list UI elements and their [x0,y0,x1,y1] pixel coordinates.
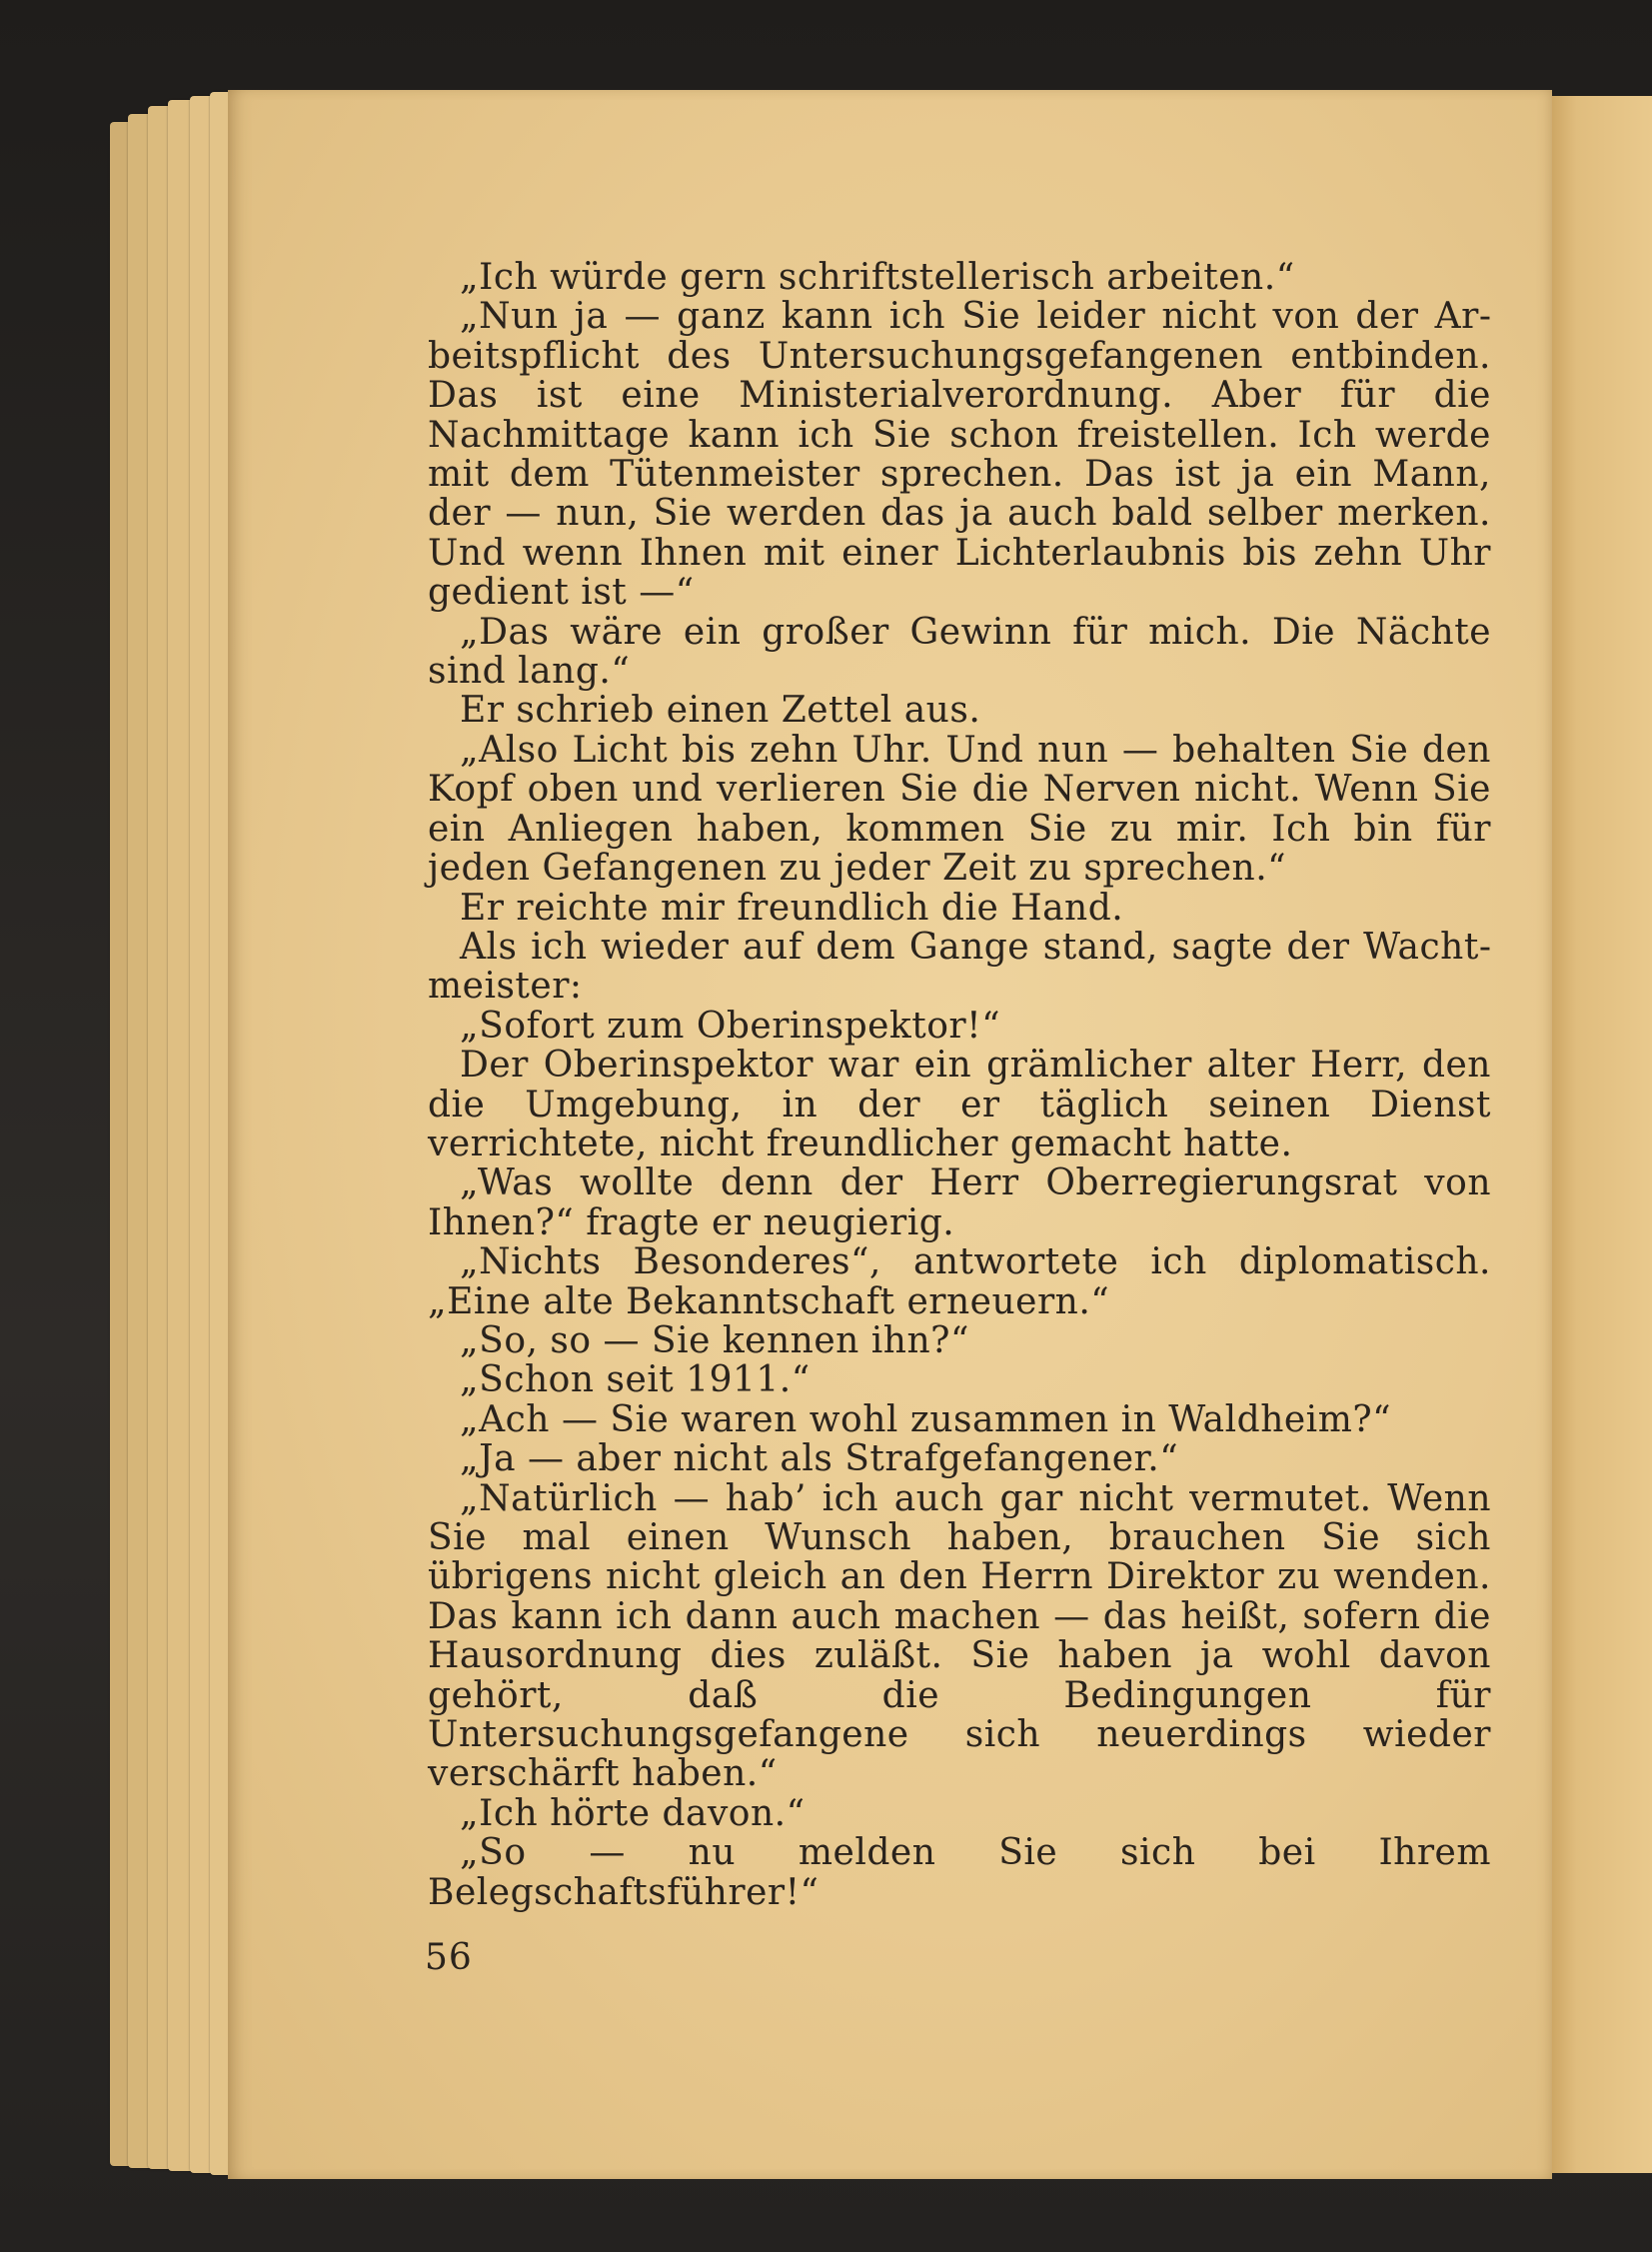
page-text [428,258,1491,1912]
page-number: 56 [425,1937,473,1978]
paragraph: Er reichte mir freundlich die Hand. [460,887,1124,929]
paragraph: „Schon seit 1911.“ [460,1359,811,1401]
paragraph: Er schrieb einen Zettel aus. [460,690,981,732]
paragraph: „Ich hörte davon.“ [460,1792,806,1834]
paragraph: „Was wollte denn der Herr Oberregierungsrat von Ihnen?“ fragte er neugierig. [428,1162,1491,1243]
paragraph: Als ich wieder auf dem Gange stand, sagte der Wachtmeister: [428,926,1491,1008]
paragraph: „Ach — Sie waren wohl zusammen in Waldheim?“ [460,1398,1392,1440]
paragraph: „Ja — aber nicht als Strafgefangener.“ [460,1438,1179,1480]
paragraph: „Also Licht bis zehn Uhr. Und nun — behalten Sie den Kopf oben und verlieren Sie die Nerven nicht. Wenn Sie ein Anliegen haben, kommen Sie zu mir. Ich bin für jeden Gefangenen zu jeder Zeit zu sprechen.“ [428,729,1491,890]
paragraph: „Nichts Besonderes“, antwortete ich diplomatisch. „Eine alte Bekanntschaft erneuern.“ [428,1241,1491,1322]
paragraph: „Nun ja — ganz kann ich Sie leider nicht von der Arbeitspflicht des Untersuchungsgefangenen entbinden. Das ist eine Ministerialverordnung. Aber für die Nachmittage kann ich Sie schon freistellen. Ich werde mit dem Tütenmeister sprechen. Das ist ja ein Mann, der — nun, Sie werden das ja auch bald selber merken. Und wenn Ihnen mit einer Lichterlaubnis bis zehn Uhr gedient ist —“ [428,296,1491,614]
paragraph: „So — nu melden Sie sich bei Ihrem Belegschaftsführer!“ [428,1832,1491,1913]
book-fold [1544,96,1652,2173]
paragraph: „Natürlich — hab’ ich auch gar nicht vermutet. Wenn Sie mal einen Wunsch haben, brauchen Sie sich übrigens nicht gleich an den Herrn Direktor zu wenden. Das kann ich dann auch machen — das heißt, sofern die Hausordnung dies zuläßt. Sie haben ja wohl davon gehört, daß die Bedingungen für Untersuchungsgefangene sich neuerdings wieder verschärft haben.“ [428,1477,1491,1795]
paragraph: Der Oberinspektor war ein grämlicher alter Herr, den die Umgebung, in der er täglich seinen Dienst verrichtete, nicht freundlicher gemacht hatte. [428,1045,1491,1164]
paragraph: „Das wäre ein großer Gewinn für mich. Die Nächte sind lang.“ [428,611,1491,693]
paragraph: „Ich würde gern schriftstellerisch arbeiten.“ [460,257,1295,298]
paragraph: „So, so — Sie kennen ihn?“ [460,1319,969,1361]
paragraph: „Sofort zum Oberinspektor!“ [460,1005,1000,1047]
